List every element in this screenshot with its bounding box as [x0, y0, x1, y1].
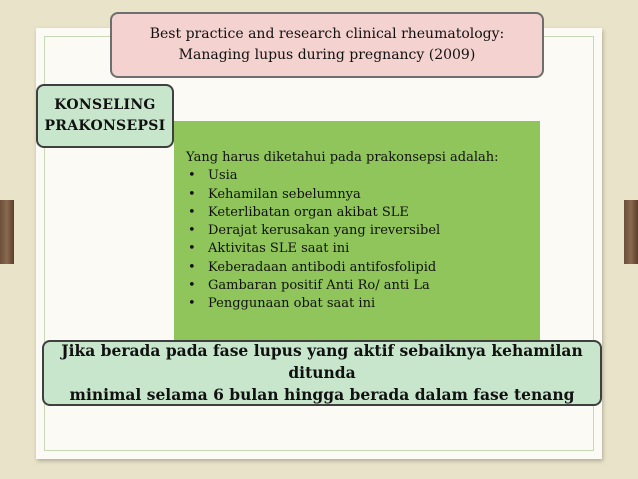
left-wood-strip [0, 200, 14, 264]
list-item-text: Gambaran positif Anti Ro/ anti La [208, 278, 430, 294]
list-item-text: Keberadaan antibodi antifosfolipid [208, 259, 437, 275]
reference-header [110, 12, 544, 78]
list-item [186, 204, 499, 222]
bullet-icon: • [188, 223, 196, 239]
list-item-text: Derajat kerusakan yang ireversibel [208, 223, 441, 239]
list-item [186, 277, 499, 295]
list-item [186, 295, 499, 313]
header-line-1: Best practice and research clinical rheumatology: [149, 26, 505, 42]
bullet-icon: • [188, 296, 196, 312]
list-item [186, 167, 499, 185]
note-line-2: minimal selama 6 bulan hingga berada dalam fase tenang [69, 385, 575, 404]
bullet-icon: • [188, 168, 196, 184]
section-label [36, 84, 174, 148]
content-text [186, 149, 499, 314]
bullet-icon: • [188, 204, 196, 220]
bullet-icon: • [188, 241, 196, 257]
bullet-icon: • [188, 259, 196, 275]
list-item [186, 259, 499, 277]
content-intro: Yang harus diketahui pada prakonsepsi adalah: [186, 150, 499, 165]
label-line-1: KONSELING [54, 97, 156, 113]
bullet-icon: • [188, 186, 196, 202]
header-line-2: Managing lupus during pregnancy (2009) [178, 47, 476, 63]
content-panel [174, 121, 540, 343]
right-wood-strip [624, 200, 638, 264]
bullet-list [186, 167, 499, 313]
label-line-2: PRAKONSEPSI [44, 118, 166, 134]
list-item-text: Usia [208, 168, 238, 184]
list-item-text: Aktivitas SLE saat ini [208, 241, 350, 257]
bullet-icon: • [188, 278, 196, 294]
list-item [186, 222, 499, 240]
list-item-text: Kehamilan sebelumnya [208, 186, 361, 202]
list-item-text: Penggunaan obat saat ini [208, 296, 376, 312]
list-item [186, 186, 499, 204]
note-line-1: Jika berada pada fase lupus yang aktif sebaiknya kehamilan ditunda [61, 341, 583, 382]
list-item-text: Keterlibatan organ akibat SLE [208, 204, 409, 220]
recommendation-note [42, 340, 602, 406]
list-item [186, 240, 499, 258]
